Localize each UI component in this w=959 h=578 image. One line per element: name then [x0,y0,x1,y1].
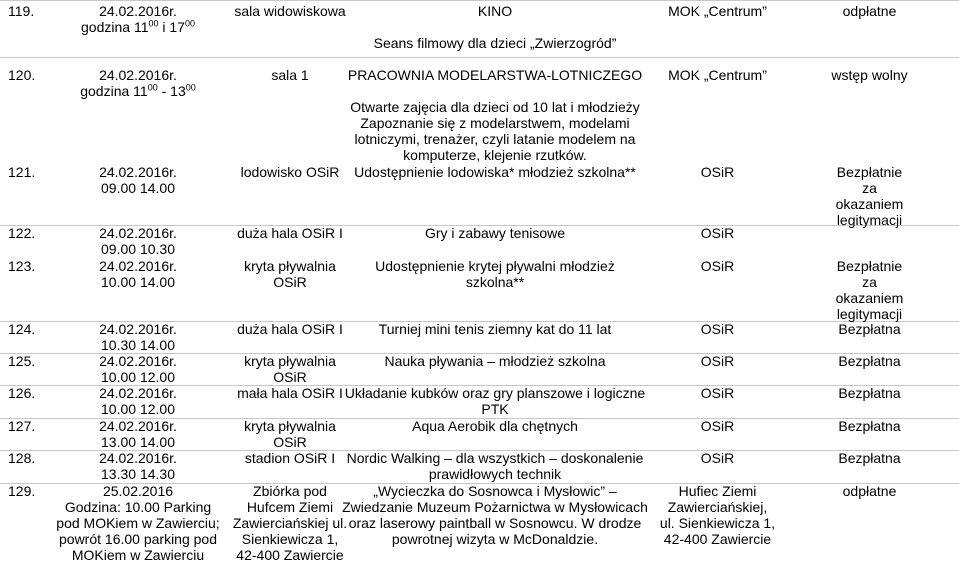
cell-line: 24.02.2016r. [99,67,177,83]
cell-line: PRACOWNIA MODELARSTWA-LOTNICZEGO [347,67,643,83]
cell-line: 42-400 Zawiercie [663,531,772,547]
organizer-cell [650,353,785,369]
place-cell [226,258,354,290]
cell-line: Udostępnienie krytej pływalni młodzież [375,258,615,274]
fee-cell [780,353,959,369]
organizer-cell [650,418,785,434]
cell-line: 24.02.2016r. [99,225,177,241]
cell-line: Nordic Walking – dla wszystkich – doskonalenie [346,450,644,466]
cell-line: OSiR [700,450,735,466]
cell-line: pod MOKiem w Zawierciu; [56,515,220,531]
cell-line: 10.00 14.00 [101,274,175,290]
description-cell [340,450,650,482]
cell-line: 10.00 12.00 [101,401,175,417]
date-cell [50,164,226,196]
cell-line: 24.02.2016r. [99,321,177,337]
cell-line: OSiR [700,321,735,337]
fee-cell [780,483,959,499]
cell-line: Bezpłatnie [836,258,903,274]
cell-line: OSiR [700,258,735,274]
fee-cell [780,385,959,401]
cell-line: Hufiec Ziemi [678,483,757,499]
cell-line: Zawierciańskiej, [667,499,768,515]
cell-line: powrotnej wizyta w McDonaldzie. [391,531,599,547]
organizer-cell [650,450,785,466]
place-cell [226,418,354,450]
cell-line: MOKiem w Zawierciu [71,547,205,563]
row-number: 120. [8,67,36,83]
cell-line: OSiR [273,434,307,450]
cell-line: Turniej mini tenis ziemny kat do 11 lat [378,321,612,337]
description-cell [340,321,650,337]
cell-line: „Wycieczka do Sosnowca i Mysłowic” – [373,483,617,499]
cell-line: 24.02.2016r. [99,418,177,434]
row-number: 119. [8,3,35,19]
cell-line: okazaniem [835,196,904,212]
organizer-cell [650,164,785,180]
cell-line: 13.30 14.30 [101,466,175,482]
fee-cell [780,418,959,434]
description-cell [340,418,650,434]
cell-line: Sienkiewicza 1, [241,531,339,547]
row-separator [0,57,959,58]
cell-line: godzina $11^{00}$ i $17^{00}$ [81,18,195,35]
cell-line: 13.00 14.00 [101,434,175,450]
date-cell [50,225,226,257]
fee-cell [780,450,959,466]
cell-line: Układanie kubków oraz gry planszowe i logiczne [344,385,646,401]
organizer-cell [650,385,785,401]
place-cell [226,353,354,385]
row-number: 127. [8,418,36,434]
description-cell [340,67,650,163]
cell-line: mała hala OSiR I [237,385,343,401]
cell-line: kryta pływalnia [244,258,336,274]
cell-line: Zapoznanie się z modelarstwem, modelami [360,115,630,131]
cell-line: stadion OSiR I [244,450,336,466]
cell-line: 25.02.2016 [102,483,174,499]
cell-line: Zbiórka pod [253,483,327,499]
place-cell [226,385,354,401]
row-separator [0,0,959,1]
row-number: 123. [8,258,36,274]
cell-line: KINO [477,3,513,19]
date-cell [50,353,226,385]
cell-line: powrót 16.00 parking pod [59,531,217,547]
cell-line [340,19,650,35]
cell-line: odpłatne [842,483,897,499]
cell-line: Bezpłatna [838,353,901,369]
cell-line: Udostępnienie lodowiska* młodzież szkolna** [354,164,636,180]
fee-cell [780,67,959,83]
cell-line: 42-400 Zawiercie [236,547,344,563]
cell-line: Seans filmowy dla dzieci „Zwierzogród” [373,35,617,51]
description-cell [340,353,650,369]
organizer-cell [650,483,785,547]
place-cell [226,164,354,180]
description-cell [340,385,650,417]
cell-line: kryta pływalnia [244,418,336,434]
place-cell [226,483,354,563]
cell-line: 24.02.2016r. [99,258,177,274]
cell-line: godzina $11^{00} - 13^{00}$ [80,82,196,99]
cell-line: 24.02.2016r. [99,3,177,19]
date-cell [50,3,226,35]
organizer-cell [650,258,785,274]
cell-line: szkolna** [465,274,525,290]
cell-line: 10.30 14.00 [101,337,175,353]
cell-line: sala 1 [271,67,309,83]
cell-line: OSiR [700,353,735,369]
cell-line: 09.00 14.00 [101,180,175,196]
cell-line: ul. Sienkiewicza 1, [659,515,776,531]
cell-line: legitymacji [836,306,903,322]
fee-cell [780,164,959,228]
organizer-cell [650,225,785,241]
cell-line: duża hala OSiR I [237,321,343,337]
cell-line: OSiR [273,369,307,385]
cell-line: MOK „Centrum” [668,67,767,83]
cell-line: PTK [481,401,509,417]
row-number: 122. [8,225,36,241]
cell-line: Bezpłatna [838,385,901,401]
cell-line: Hufcem Ziemi [246,499,334,515]
cell-line: duża hala OSiR I [237,225,343,241]
description-cell [340,225,650,241]
cell-line: wstęp wolny [831,67,908,83]
cell-line: 24.02.2016r. [99,385,177,401]
date-cell [50,321,226,353]
cell-line: OSiR [273,274,307,290]
cell-line [340,83,650,99]
cell-line: OSiR [700,164,735,180]
organizer-cell [650,3,785,19]
date-cell [50,450,226,482]
description-cell [340,164,650,180]
row-number: 126. [8,385,36,401]
cell-line: OSiR [700,418,735,434]
organizer-cell [650,321,785,337]
row-number: 121. [8,164,36,180]
date-cell [50,67,226,99]
cell-line: za [862,274,877,290]
cell-line: Gry i zabawy tenisowe [424,225,566,241]
cell-line: sala widowiskowa [234,3,346,19]
cell-line: Otwarte zajęcia dla dzieci od 10 lat i młodzieży [350,99,640,115]
cell-line: Godzina: 10.00 Parking [64,499,212,515]
row-number: 129. [8,483,36,499]
row-number: 124. [8,321,36,337]
cell-line: 24.02.2016r. [99,353,177,369]
place-cell [226,450,354,466]
cell-line: 09.00 10.30 [101,241,175,257]
cell-line: prawidłowych technik [428,466,562,482]
date-cell [50,418,226,450]
cell-line: MOK „Centrum” [668,3,767,19]
cell-line: okazaniem [835,290,904,306]
date-cell [50,483,226,563]
cell-line: lotniczymi, trenażer, czyli latanie modelem na [354,131,636,147]
cell-line: Zawierciańskiej ul. [232,515,348,531]
cell-line: Bezpłatnie [836,164,903,180]
date-cell [50,385,226,417]
cell-line: Zwiedzanie Muzeum Pożarnictwa w Mysłowicach [342,499,648,515]
cell-line: 24.02.2016r. [99,164,177,180]
cell-line: Nauka pływania – młodzież szkolna [384,353,606,369]
fee-cell [780,258,959,322]
place-cell [226,3,354,19]
description-cell [340,3,650,51]
cell-line: za [862,180,877,196]
cell-line: odpłatne [842,3,897,19]
cell-line: lodowisko OSiR [240,164,340,180]
fee-cell [780,3,959,19]
date-cell [50,258,226,290]
place-cell [226,321,354,337]
fee-cell [780,321,959,337]
place-cell [226,67,354,83]
cell-line: Bezpłatna [838,450,901,466]
organizer-cell [650,67,785,83]
row-number: 128. [8,450,36,466]
cell-line: Aqua Aerobik dla chętnych [412,418,578,434]
cell-line: komputerze, klejenie rzutków. [403,147,587,163]
cell-line: oraz laserowy paintball w Sosnowcu. W drodze [348,515,642,531]
cell-line: OSiR [700,225,735,241]
cell-line: OSiR [700,385,735,401]
cell-line: legitymacji [836,212,903,228]
cell-line: Bezpłatna [838,321,901,337]
row-number: 125. [8,353,36,369]
cell-line: Bezpłatna [838,418,901,434]
description-cell [340,483,650,547]
place-cell [226,225,354,241]
description-cell [340,258,650,290]
cell-line: 24.02.2016r. [99,450,177,466]
cell-line: kryta pływalnia [244,353,336,369]
cell-line: 10.00 12.00 [101,369,175,385]
